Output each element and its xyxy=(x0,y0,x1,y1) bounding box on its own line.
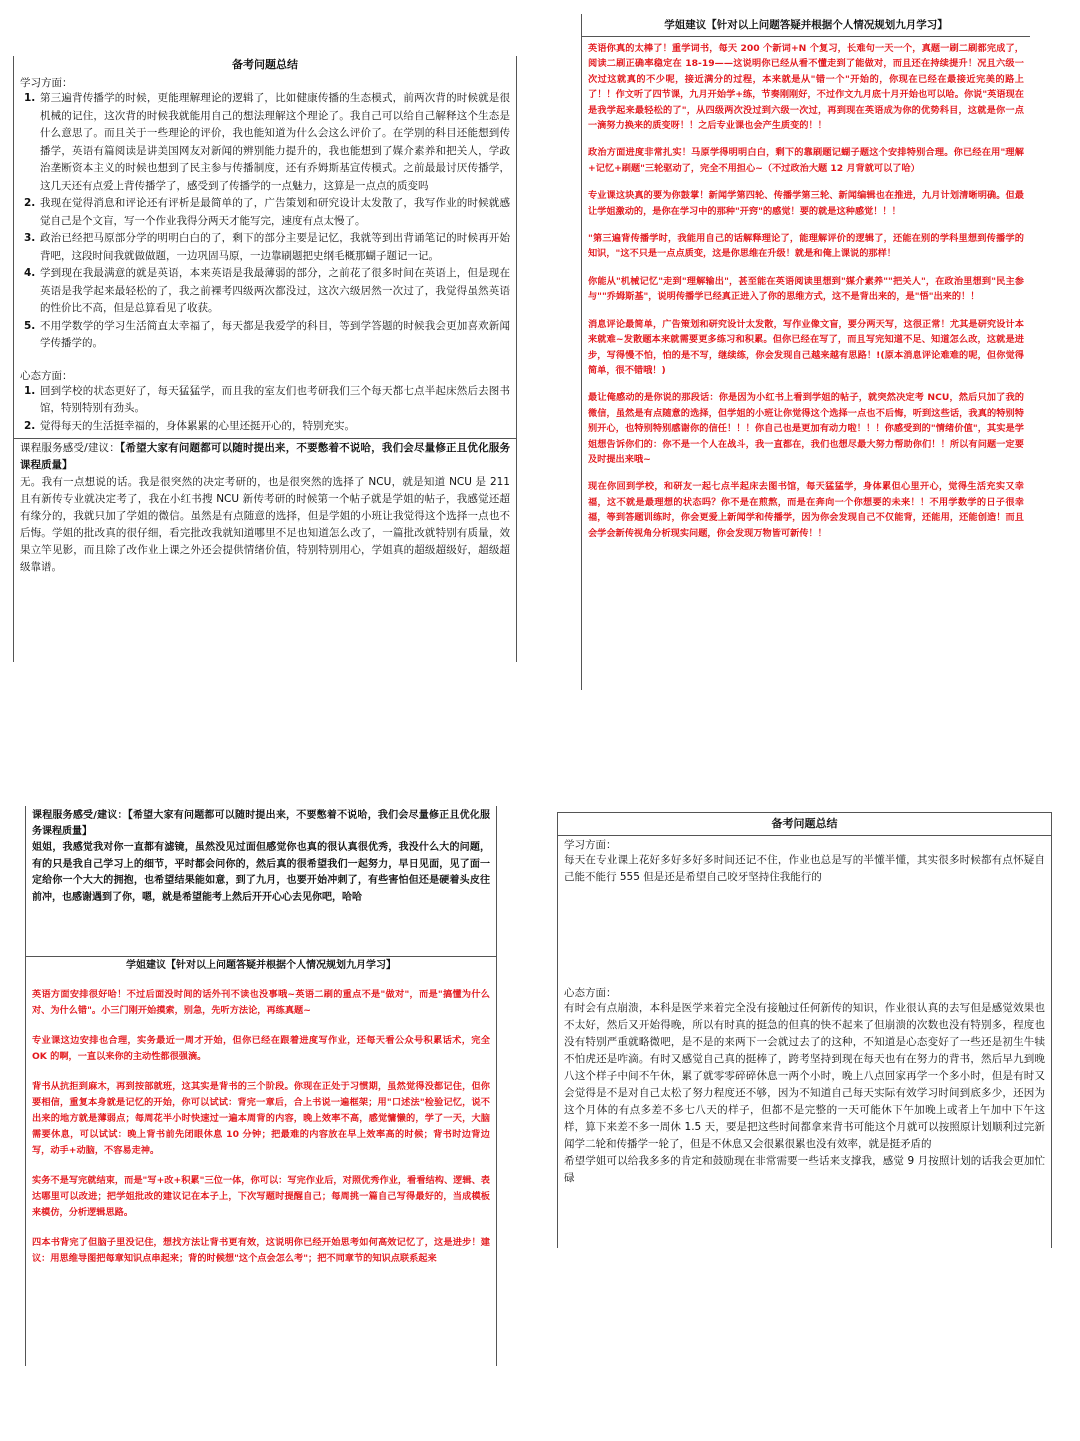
panel-3-advice-title: 学姐建议【针对以上问题答疑并根据个人情况规划九月学习】 xyxy=(126,960,396,971)
study-item: 5. 不用学数学的学习生活简直太幸福了，每天都是我爱学的科目，等到学答题的时候我会更加喜欢新闻学传播学的。 xyxy=(24,319,510,349)
advice-paragraph: "第三遍背传播学时，我能用自己的话解释理论了，能理解评价的逻辑了，还能在别的学科里想到传播学的知识，"这不只是一点点质变，这是你思维在升级！就是和俺上课说的那样！ xyxy=(588,233,1024,260)
course-feedback: 无。我有一点想说的话。我是很突然的决定考研的，也是很突然的选择了 NCU，就是知道 NCU 是 211 且有新传专业就决定考了，我在小红书搜 NCU 新传考研的时候第一个帖子就是学姐的帖子，我感觉还超有缘分的，我就只加了学姐的微信。虽然是有点随意的选择，但是学姐的小班让我觉得这个选择一点也不后悔。学姐的批改真的很仔细，看完批改我就知道哪里不足也知道怎么改了，一篇批改就特别有质量，效果立竿见影，而且除了改作业上课之外还会提供情绪价值，特别特别用心，学姐真的超级超级好，超级超级靠谱。 xyxy=(20,476,510,573)
title-divider xyxy=(582,36,1030,37)
study-item: 2. 我现在觉得消息和评论还有评析是最简单的了，广告策划和研究设计太发散了，我写作业的时候就感觉自己是个文盲，写一个作业我得分两天才能写完，速度有点太慢了。 xyxy=(24,197,510,227)
advice-paragraph: 最让俺感动的是你说的那段话：你是因为小红书上看到学姐的帖子，就突然决定考 NCU，然后只加了我的微信，虽然是有点随意的选择，但学姐的小班让你觉得这个选择一点也不后悔，听到这些话，我真的特别特别开心，也特别特别感谢你的信任！！！你自己也是更加有动力啦！！！你感受到的"情绪价值"，其实是学姐想告诉你们的：你不是一个人在战斗，我一直都在，我们也想尽最大努力帮助你们！！所以有问题一定要及时提出来哦~ xyxy=(588,392,1024,465)
panel-2-title: 学姐建议【针对以上问题答疑并根据个人情况规划九月学习】 xyxy=(664,19,948,31)
study-heading: 学习方面： xyxy=(20,77,73,89)
closing-text: 希望学姐可以给我多多的肯定和鼓励现在非常需要一些话来支撑我，感觉 9 月按照计划的话我会更加忙碌 xyxy=(564,1155,1045,1184)
advice-paragraph: 专业课这边安排也合理，实务最近一周才开始，但你已经在跟着进度写作业，还每天看公众号积累话术，完全 OK 的啊，一直以来你的主动性都很强滴。 xyxy=(32,1035,490,1062)
panel-summary-3 xyxy=(557,812,1052,1248)
mind-item: 2. 觉得每天的生活挺幸福的，身体累累的心里还挺开心的，特别充实。 xyxy=(24,419,355,432)
advice-paragraph: 专业课这块真的要为你鼓掌！新闻学第四轮、传播学第三轮、新闻编辑也在推进，九月计划清晰明确。但最让学姐激动的，是你在学习中的那种"开窍"的感觉！要的就是这种感觉！！！ xyxy=(588,190,1024,217)
section-divider xyxy=(26,956,496,957)
study-heading: 学习方面： xyxy=(564,839,617,851)
advice-paragraph: 消息评论最简单，广告策划和研究设计太发散，写作业像文盲，要分两天写，这很正常！尤其是研究设计本来就难~发散题本来就需要更多练习和积累。但你已经在写了，而且写完知道不足、知道怎么改，这就是进步，写得慢不怕，怕的是不写，继续练，你会发现自己越来越有思路！!(原本消息评论难难的呢，但你觉得简单，很不错哦！) xyxy=(588,318,1024,376)
advice-paragraph: 英语方面安排很好哈！不过后面没时间的话外刊不读也没事哦~英语二刷的重点不是"做对"，而是"搞懂为什么对、为什么错"。小三门刚开始摸索，别急，先听方法论，再练真题~ xyxy=(32,989,490,1016)
panel-4-title: 备考问题总结 xyxy=(771,817,838,830)
mind-text: 有时会有点崩溃，本科是医学来着完全没有接触过任何新传的知识，作业很认真的去写但是感觉效果也不太好，然后又开始得晚，所以有时真的挺急的但真的快不起来了但崩溃的次数也没有特别多，程度也没有特别严重就略微吧，是不是的来两下一会就过去了的这种，不知道是心态变好了一些还是初生牛犊不怕虎还是咋滴。有时又感觉自己真的挺棒了，跨考坚持到现在每天也有在努力的背书，然后早九到晚八这个样子中间不午休，累了就零零碎碎休息一两个小时，晚上八点回家再学一个多小时，但是有时又会觉得是不是对自己太松了努力程度还不够，因为不知道自己每天实际有效学习时间到底多少，还因为这个月体的有点多差不多七八天的样子，但都不是完整的一天可能休下午加晚上或者上午加中下午这样，算下来差不多一周休 1.5 天，要是把这些时间都拿来背书可能这个月就可以按照原计划顺利过完新闻学二轮和传播学一轮了，但是不休息又会很累很累也没有效率，就是挺矛盾的 xyxy=(564,1002,1045,1150)
title-divider xyxy=(558,835,1051,836)
study-text: 每天在专业课上花好多好多好多时间还记不住，作业也总是写的半懂半懂，其实很多时候都有点怀疑自己能不能行 555 但是还是希望自己咬牙坚持住我能行的 xyxy=(564,854,1045,883)
advice-paragraph: 四本书背完了但脑子里没记住，想找方法让背书更有效，这说明你已经开始思考如何高效记忆了，这是进步！建议：用思维导图把每章知识点串起来；背的时候想"这个点会怎么考"；把不同章节的知识点联系起来 xyxy=(32,1237,490,1264)
mind-heading: 心态方面： xyxy=(20,369,73,382)
course-feedback: 姐姐，我感觉我对你一直都有滤镜，虽然没见过面但感觉你也真的很认真很优秀，我没什么大的问题，有的只是我自己学习上的细节，平时都会问你的，然后真的很希望我们一起努力，早日见面，见了面一定给你一个大大的拥抱，也希望结果能如意，到了九月，也要开始冲刺了，有些害怕但还是硬着头皮往前冲，也感谢遇到了你，嗯，就是希望能考上然后开开心心去见你吧，哈哈 xyxy=(32,842,490,903)
section-divider xyxy=(14,438,516,439)
study-item: 3. 政治已经把马原部分学的明明白白的了，剩下的部分主要是记忆，我就等到出背诵笔记的时候再开始背吧，这段时间我就做做题，一边巩固马原，一边靠刷题把史纲毛概那蝴子题记一记。 xyxy=(24,232,510,262)
mind-heading: 心态方面： xyxy=(564,987,617,999)
study-item: 4. 学到现在我最满意的就是英语，本来英语是我最薄弱的部分，之前花了很多时间在英语上，但是现在英语是我学起来最轻松的了，我之前裸考四级两次都没过，这次六级居然一次过了，我觉得虽然英语的性价比不高，但是总算看见了收获。 xyxy=(24,267,510,314)
panel-advice-1 xyxy=(581,14,1030,690)
advice-paragraph: 你能从"机械记忆"走到"理解输出"，甚至能在英语阅读里想到"媒介素养""把关人"，在政治里想到"民主参与""乔姆斯基"，说明传播学已经真正进入了你的思维方式，这不是背出来的，是"悟"出来的！！ xyxy=(588,275,1024,303)
study-item: 1. 第三遍背传播学的时候，更能理解理论的逻辑了，比如健康传播的生态模式，前两次背的时候就是很机械的记住，这次背的时候我就能用自己的想法理解这个理论了。我自己可以给自己解释这个生态是什么意思了。而且关于一些理论的评价，我也能知道为什么会这么评价了。在学别的科目还能想到传播学，英语有篇阅读是讲美国网友对新闻的辨别能力提升的，我也能想到了媒介素养和把关人，学政治垄断资本主义的时候也想到了民主参与传播制度，还有乔姆斯基宣传模式。之前最最讨厌传播学，这几天还有点爱上背传播学了，感受到了传播学的一点魅力，这算是一点点的质变吗 xyxy=(24,92,510,192)
advice-paragraph: 政治方面进度非常扎实！马原学得明明白白，剩下的靠刷题记蝴子题这个安排特别合理。你已经在用"理解+记忆+刷题"三轮驱动了，完全不用担心~（不过政治大题 12 月背就可以了哈） xyxy=(588,147,1024,174)
course-heading: 课程服务感受/建议：【希望大家有问题都可以随时提出来，不要憋着不说哈，我们会尽量修正且优化服务课程质量】 xyxy=(20,442,510,471)
panel-summary-1 xyxy=(13,56,517,662)
mind-item: 1. 回到学校的状态更好了，每天猛猛学，而且我的室友们也考研我们三个每天都七点半起床然后去图书馆，特别特别有劲头。 xyxy=(24,384,510,414)
advice-paragraph: 背书从抗拒到麻木，再到按部就班，这其实是背书的三个阶段。你现在正处于习惯期，虽然觉得没都记住，但你要相信，重复本身就是记忆的开始，你可以试试：背完一章后，合上书说一遍框架；用"口述法"检验记忆，说不出来的地方就是薄弱点；每周花半小时快速过一遍本周背的内容，晚上效率不高，感觉慵懒的，学了一天，大脑需要休息，可以试试：晚上背书前先闭眼休息 10 分钟；把最难的内容放在早上效率高的时候；背书时边背边写，动手+动脑，不容易走神。 xyxy=(32,1081,490,1156)
course-heading: 课程服务感受/建议：【希望大家有问题都可以随时提出来，不要憋着不说哈，我们会尽量修正且优化服务课程质量】 xyxy=(32,810,491,837)
mind-list xyxy=(20,383,510,436)
advice-paragraph: 实务不是写完就结束，而是"写+改+积累"三位一体，你可以：写完作业后，对照优秀作业，看看结构、逻辑、表达哪里可以改进；把学姐批改的建议记在本子上，下次写题时提醒自己；每周挑一篇自己写得最好的，当成模板来模仿，分析逻辑思路。 xyxy=(32,1175,490,1218)
advice-paragraph: 英语你真的太棒了！重学词书，每天 200 个新词+N 个复习，长难句一天一个，真题一刷二刷都完成了，阅读二刷正确率稳定在 18-19——这说明你已经从看不懂走到了能做对，而且还在持续提升！况且六级一次过这就真的不少呢，接近满分的过程，本来就是从"错一个"开始的，你现在已经在最接近完美的路上了！！作文听了四节课，九月开始学+练，节奏刚刚好，不过作文九月底十月开始也可以哈。你说"英语现在是我学起来最轻松的了"，从四级两次没过到六级一次过，再到现在英语成为你的优势科目，这就是你一点一滴努力换来的质变呀！！之后专业课也会产生质变的！！ xyxy=(588,43,1024,132)
advice-paragraph: 现在你回到学校，和研友一起七点半起床去图书馆，每天猛猛学，身体累但心里开心，觉得生活充实又幸福，这不就是最理想的状态吗？你不是在煎熬，而是在奔向一个你想要的未来！！不用学数学的日子很幸福，等到答题训练时，你会更爱上新闻学和传播学，因为你会发现自己不仅能背，还能用，还能创造！而且会学会新传视角分析现实问题，你会发现万物皆可新传！！ xyxy=(588,481,1024,539)
panel-1-title: 备考问题总结 xyxy=(232,58,298,71)
panel-summary-2 xyxy=(25,806,497,1366)
study-list xyxy=(20,90,510,353)
